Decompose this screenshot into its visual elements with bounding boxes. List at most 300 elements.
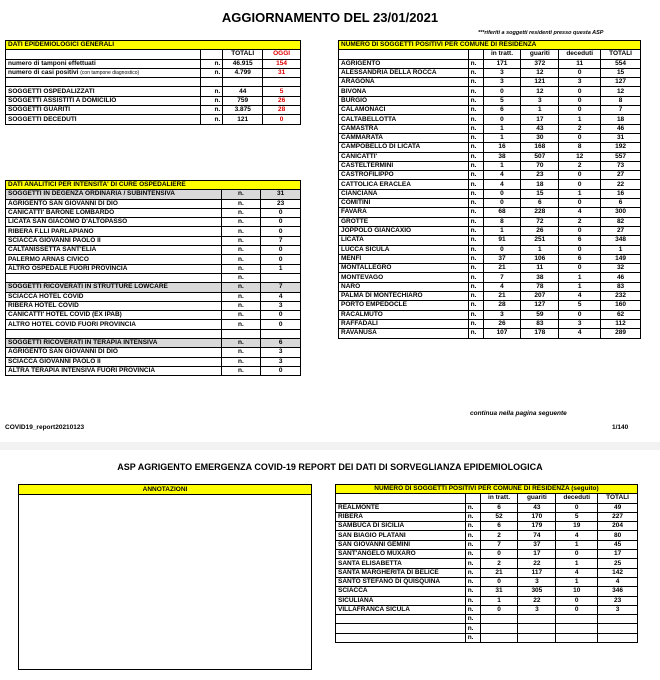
total: 192 (601, 143, 641, 152)
deceased: 2 (559, 161, 601, 170)
recovered: 17 (521, 115, 559, 124)
deceased: 0 (559, 133, 601, 142)
hospital-value (261, 329, 301, 338)
total: 46 (601, 124, 641, 133)
municipality-row (339, 68, 641, 77)
row-unit: n. (201, 68, 223, 77)
hospital-value: 0 (261, 227, 301, 236)
hospital-label: LICATA SAN GIACOMO D'ALTOPASSO (6, 218, 222, 227)
recovered: 43 (521, 124, 559, 133)
recovered: 121 (521, 78, 559, 87)
municipality-unit: n. (468, 115, 483, 124)
hospital-unit (221, 329, 261, 338)
municipality-name: SAN BIAGIO PLATANI (336, 531, 466, 540)
hospital-unit: n. (221, 264, 261, 273)
municipality-unit: n. (468, 68, 483, 77)
in-treatment: 1 (483, 133, 521, 142)
deceased: 1 (556, 577, 598, 586)
report-title: ASP AGRIGENTO EMERGENZA COVID-19 REPORT DEI DATI DI SORVEGLIANZA EPIDEMIOLOGICA (117, 462, 543, 472)
deceased (556, 615, 598, 624)
column-header: deceduti (556, 494, 598, 503)
hospital-label: SCIACCA GIOVANNI PAOLO II (6, 357, 222, 366)
total: 4 (598, 577, 638, 586)
municipalities-table (338, 40, 641, 339)
hospital-value: 0 (261, 366, 301, 375)
total: 348 (601, 236, 641, 245)
total (598, 633, 638, 642)
municipality-unit: n. (468, 329, 483, 338)
recovered: 59 (521, 310, 559, 319)
municipality-row (339, 161, 641, 170)
municipality-unit: n. (468, 124, 483, 133)
recovered (518, 615, 556, 624)
in-treatment: 0 (483, 189, 521, 198)
municipality-row (339, 189, 641, 198)
hospital-label: RIBERA HOTEL COVID (6, 301, 222, 310)
deceased (556, 633, 598, 642)
column-header: guariti (518, 494, 556, 503)
municipality-name: SCIACCA (336, 587, 466, 596)
municipality-name: COMITINI (339, 199, 469, 208)
municipality-unit: n. (468, 180, 483, 189)
hospital-unit: n. (221, 218, 261, 227)
deceased: 1 (556, 559, 598, 568)
municipality-row (339, 199, 641, 208)
general-data-row (6, 115, 301, 124)
hospital-unit: n. (221, 236, 261, 245)
total: 557 (601, 152, 641, 161)
in-treatment: 28 (483, 301, 521, 310)
in-treatment: 4 (483, 180, 521, 189)
municipality-name: SANTA ELISABETTA (336, 559, 466, 568)
total: 83 (601, 282, 641, 291)
municipality-row (339, 329, 641, 338)
total: 25 (598, 559, 638, 568)
page-title: AGGIORNAMENTO DEL 23/01/2021 (221, 10, 439, 25)
in-treatment: 3 (483, 310, 521, 319)
in-treatment: 38 (483, 152, 521, 161)
municipality-name: CASTROFILIPPO (339, 171, 469, 180)
municipality-unit: n. (465, 596, 480, 605)
municipality-row (339, 264, 641, 273)
municipality-unit: n. (468, 96, 483, 105)
hospital-label: ALTRO HOTEL COVID FUORI PROVINCIA (6, 320, 222, 329)
hospital-value: 0 (261, 208, 301, 217)
municipality-name: CIANCIANA (339, 189, 469, 198)
row-total: 3.875 (223, 106, 263, 115)
hospital-label: SOGGETTI IN DEGENZA ORDINARIA / SUBINTENSIVA (6, 190, 222, 199)
hospital-row (6, 329, 301, 338)
municipality-row (339, 245, 641, 254)
in-treatment: 31 (480, 587, 518, 596)
in-treatment: 171 (483, 59, 521, 68)
total: 346 (598, 587, 638, 596)
municipality-unit: n. (465, 624, 480, 633)
row-total: 121 (223, 115, 263, 124)
recovered: 168 (521, 143, 559, 152)
municipality-name: RAFFADALI (339, 319, 469, 328)
recovered: 15 (521, 189, 559, 198)
municipality-unit: n. (468, 254, 483, 263)
total: 22 (601, 180, 641, 189)
municipality-row (336, 531, 638, 540)
hospital-value: 0 (261, 246, 301, 255)
municipality-name: CALAMONACI (339, 106, 469, 115)
in-treatment: 0 (483, 199, 521, 208)
total: 62 (601, 310, 641, 319)
hospital-label: AGRIGENTO SAN GIOVANNI DI DIO (6, 348, 222, 357)
municipality-unit: n. (468, 152, 483, 161)
municipality-name: CALTABELLOTTA (339, 115, 469, 124)
deceased: 4 (556, 568, 598, 577)
municipality-row (336, 605, 638, 614)
hospital-value: 0 (261, 311, 301, 320)
row-unit: n. (201, 59, 223, 68)
row-unit: n. (201, 87, 223, 96)
municipality-row (339, 254, 641, 263)
municipality-unit: n. (465, 512, 480, 521)
recovered: 11 (521, 264, 559, 273)
municipality-row (339, 217, 641, 226)
deceased: 4 (559, 329, 601, 338)
total: 3 (598, 605, 638, 614)
municipality-row (339, 143, 641, 152)
municipality-unit: n. (465, 550, 480, 559)
municipality-row (336, 550, 638, 559)
hospital-unit: n. (221, 311, 261, 320)
hospital-unit: n. (221, 301, 261, 310)
recovered: 305 (518, 587, 556, 596)
hospital-row (6, 227, 301, 236)
total: 12 (601, 87, 641, 96)
recovered (518, 624, 556, 633)
municipality-unit: n. (465, 605, 480, 614)
total: 112 (601, 319, 641, 328)
deceased: 0 (559, 106, 601, 115)
hospital-unit: n. (221, 292, 261, 301)
municipality-name: LUCCA SICULA (339, 245, 469, 254)
hospital-value: 0 (261, 320, 301, 329)
row-label-sub: (con tampone diagnostico) (80, 70, 140, 77)
general-data-row (6, 68, 301, 77)
recovered: 251 (521, 236, 559, 245)
row-today: 28 (263, 106, 301, 115)
municipality-row (339, 292, 641, 301)
municipality-row (339, 106, 641, 115)
total: 15 (601, 68, 641, 77)
municipality-row (336, 522, 638, 531)
total: 142 (598, 568, 638, 577)
deceased: 2 (559, 217, 601, 226)
municipality-row (336, 512, 638, 521)
municipality-unit: n. (468, 282, 483, 291)
deceased: 0 (559, 180, 601, 189)
municipality-unit: n. (468, 301, 483, 310)
in-treatment: 4 (483, 171, 521, 180)
municipality-name: RAVANUSA (339, 329, 469, 338)
total: 27 (601, 171, 641, 180)
in-treatment: 7 (483, 273, 521, 282)
recovered: 178 (521, 329, 559, 338)
municipality-name (336, 624, 466, 633)
municipality-row (339, 124, 641, 133)
total: 7 (601, 106, 641, 115)
in-treatment: 26 (483, 319, 521, 328)
hospital-value: 4 (261, 292, 301, 301)
municipality-name: SAMBUCA DI SICILIA (336, 522, 466, 531)
municipality-row (336, 503, 638, 512)
recovered: 3 (521, 96, 559, 105)
municipality-unit: n. (465, 559, 480, 568)
municipalities-continued-header: NUMERO DI SOGGETTI POSITIVI PER COMUNE DI RESIDENZA (seguito) (336, 485, 638, 494)
municipality-unit: n. (468, 273, 483, 282)
deceased: 3 (559, 319, 601, 328)
recovered: 228 (521, 208, 559, 217)
in-treatment: 21 (483, 264, 521, 273)
municipality-row (336, 596, 638, 605)
total: 300 (601, 208, 641, 217)
municipality-name: NARO (339, 282, 469, 291)
deceased: 0 (556, 596, 598, 605)
deceased (556, 624, 598, 633)
total: 31 (601, 133, 641, 142)
deceased: 1 (559, 273, 601, 282)
total (598, 615, 638, 624)
row-label (6, 87, 201, 96)
hospital-row (6, 311, 301, 320)
row-label-text: numero di tamponi effettuati (8, 59, 96, 67)
recovered: 507 (521, 152, 559, 161)
hospital-label: PALERMO ARNAS CIVICO (6, 255, 222, 264)
municipality-row (339, 310, 641, 319)
general-data-table (5, 40, 301, 125)
hospital-value: 3 (261, 301, 301, 310)
total: 232 (601, 292, 641, 301)
municipality-unit: n. (468, 217, 483, 226)
hospital-unit: n. (221, 357, 261, 366)
annotations-header: ANNOTAZIONI (19, 485, 311, 495)
municipality-row (339, 171, 641, 180)
municipality-row (339, 96, 641, 105)
deceased: 3 (559, 78, 601, 87)
hospital-unit: n. (221, 227, 261, 236)
row-today: 5 (263, 87, 301, 96)
deceased: 0 (556, 605, 598, 614)
hospital-data-table (5, 180, 301, 376)
hospital-unit: n. (221, 190, 261, 199)
hospital-label: CALTANISSETTA SANT'ELIA (6, 246, 222, 255)
municipality-name (336, 633, 466, 642)
total: 45 (598, 540, 638, 549)
hospital-row (6, 190, 301, 199)
hospital-label: CANICATTI' BARONE LOMBARDO (6, 208, 222, 217)
hospital-row (6, 199, 301, 208)
municipality-unit: n. (468, 171, 483, 180)
in-treatment (480, 624, 518, 633)
deceased: 1 (559, 282, 601, 291)
municipality-name: ARAGONA (339, 78, 469, 87)
recovered (518, 633, 556, 642)
in-treatment: 8 (483, 217, 521, 226)
deceased: 0 (559, 245, 601, 254)
municipality-name: REALMONTE (336, 503, 466, 512)
in-treatment: 37 (483, 254, 521, 263)
hospital-label: CANICATTI' HOTEL COVID (EX IPAB) (6, 311, 222, 320)
hospital-value: 0 (261, 255, 301, 264)
column-header: in tratt. (483, 50, 521, 59)
total: 160 (601, 301, 641, 310)
total: 46 (601, 273, 641, 282)
recovered: 12 (521, 87, 559, 96)
hospital-label: ALTRA TERAPIA INTENSIVA FUORI PROVINCIA (6, 366, 222, 375)
municipality-row (339, 133, 641, 142)
hospital-row (6, 292, 301, 301)
hospital-row (6, 348, 301, 357)
hospital-unit: n. (221, 366, 261, 375)
deceased: 2 (559, 124, 601, 133)
row-today: 26 (263, 96, 301, 105)
row-label-text: numero di casi positivi (8, 69, 79, 77)
recovered: 12 (521, 68, 559, 77)
row-label-text: SOGGETTI DECEDUTI (8, 115, 77, 123)
municipality-row (339, 301, 641, 310)
in-treatment: 0 (480, 550, 518, 559)
recovered: 43 (518, 503, 556, 512)
continued-note: continua nella pagina seguente (470, 410, 567, 417)
hospital-row (6, 320, 301, 329)
municipality-row (339, 59, 641, 68)
recovered: 207 (521, 292, 559, 301)
deceased: 0 (559, 310, 601, 319)
municipality-name: PORTO EMPEDOCLE (339, 301, 469, 310)
deceased: 4 (556, 531, 598, 540)
hospital-value: 7 (261, 236, 301, 245)
hospital-unit: n. (221, 199, 261, 208)
hospital-value: 6 (261, 339, 301, 348)
in-treatment: 7 (480, 540, 518, 549)
asp-note: ***riferiti a soggetti residenti presso questa ASP (478, 30, 604, 36)
municipality-row (336, 633, 638, 642)
row-label-text: SOGGETTI GUARITI (8, 106, 71, 114)
total: 149 (601, 254, 641, 263)
total: 1 (601, 245, 641, 254)
in-treatment: 1 (483, 226, 521, 235)
general-data-header: DATI EPIDEMIOLOGICI GENERALI (6, 41, 301, 50)
deceased: 8 (559, 143, 601, 152)
municipality-name: MENFI (339, 254, 469, 263)
recovered: 23 (521, 171, 559, 180)
in-treatment: 0 (483, 245, 521, 254)
hospital-value: 7 (261, 283, 301, 292)
general-data-row (6, 96, 301, 105)
column-header: deceduti (559, 50, 601, 59)
hospital-label: RIBERA F.LLI PARLAPIANO (6, 227, 222, 236)
hospital-unit: n. (221, 246, 261, 255)
recovered: 179 (518, 522, 556, 531)
in-treatment: 0 (480, 605, 518, 614)
recovered: 127 (521, 301, 559, 310)
col-oggi: OGGI (263, 50, 301, 59)
municipality-unit: n. (468, 143, 483, 152)
row-unit: n. (201, 115, 223, 124)
total: 6 (601, 199, 641, 208)
row-label-text: SOGGETTI OSPEDALIZZATI (8, 87, 95, 95)
municipality-unit: n. (468, 199, 483, 208)
in-treatment: 2 (480, 559, 518, 568)
total: 80 (598, 531, 638, 540)
deceased: 0 (559, 264, 601, 273)
in-treatment: 2 (480, 531, 518, 540)
recovered: 78 (521, 282, 559, 291)
hospital-row (6, 264, 301, 273)
recovered: 1 (521, 245, 559, 254)
municipality-unit: n. (468, 189, 483, 198)
recovered: 1 (521, 106, 559, 115)
row-label (6, 68, 201, 77)
total: 32 (601, 264, 641, 273)
municipality-unit: n. (465, 503, 480, 512)
general-data-row (6, 59, 301, 68)
municipality-row (339, 236, 641, 245)
row-today: 0 (263, 115, 301, 124)
recovered: 117 (518, 568, 556, 577)
in-treatment: 0 (483, 115, 521, 124)
municipality-name: BURGIO (339, 96, 469, 105)
municipality-name: SANTA MARGHERITA DI BELICE (336, 568, 466, 577)
municipality-unit: n. (465, 522, 480, 531)
municipality-row (336, 577, 638, 586)
in-treatment: 3 (483, 68, 521, 77)
municipality-row (339, 78, 641, 87)
municipality-unit: n. (468, 106, 483, 115)
municipality-unit: n. (465, 540, 480, 549)
in-treatment: 107 (483, 329, 521, 338)
row-unit: n. (201, 106, 223, 115)
deceased: 0 (556, 503, 598, 512)
municipality-name: SANT'ANGELO MUXARO (336, 550, 466, 559)
deceased: 0 (559, 87, 601, 96)
deceased: 6 (559, 254, 601, 263)
municipality-name: PALMA DI MONTECHIARO (339, 292, 469, 301)
municipality-name: CASTELTERMINI (339, 161, 469, 170)
total: 49 (598, 503, 638, 512)
deceased: 0 (559, 171, 601, 180)
general-data-row (6, 106, 301, 115)
deceased: 0 (559, 68, 601, 77)
municipality-unit: n. (465, 633, 480, 642)
municipality-unit: n. (465, 587, 480, 596)
in-treatment: 3 (483, 78, 521, 87)
hospital-label (6, 273, 222, 282)
recovered: 26 (521, 226, 559, 235)
row-unit: n. (201, 96, 223, 105)
municipality-name: CAMASTRA (339, 124, 469, 133)
recovered: 70 (521, 161, 559, 170)
municipality-name: SAN GIOVANNI GEMINI (336, 540, 466, 549)
deceased: 11 (559, 59, 601, 68)
municipality-row (339, 115, 641, 124)
in-treatment: 21 (483, 292, 521, 301)
hospital-unit: n. (221, 255, 261, 264)
hospital-value: 0 (261, 218, 301, 227)
municipality-name: MONTALLEGRO (339, 264, 469, 273)
municipality-name: ALESSANDRIA DELLA ROCCA (339, 68, 469, 77)
total: 8 (601, 96, 641, 105)
hospital-row (6, 218, 301, 227)
municipality-name: CAMPOBELLO DI LICATA (339, 143, 469, 152)
deceased: 1 (559, 189, 601, 198)
in-treatment: 52 (480, 512, 518, 521)
